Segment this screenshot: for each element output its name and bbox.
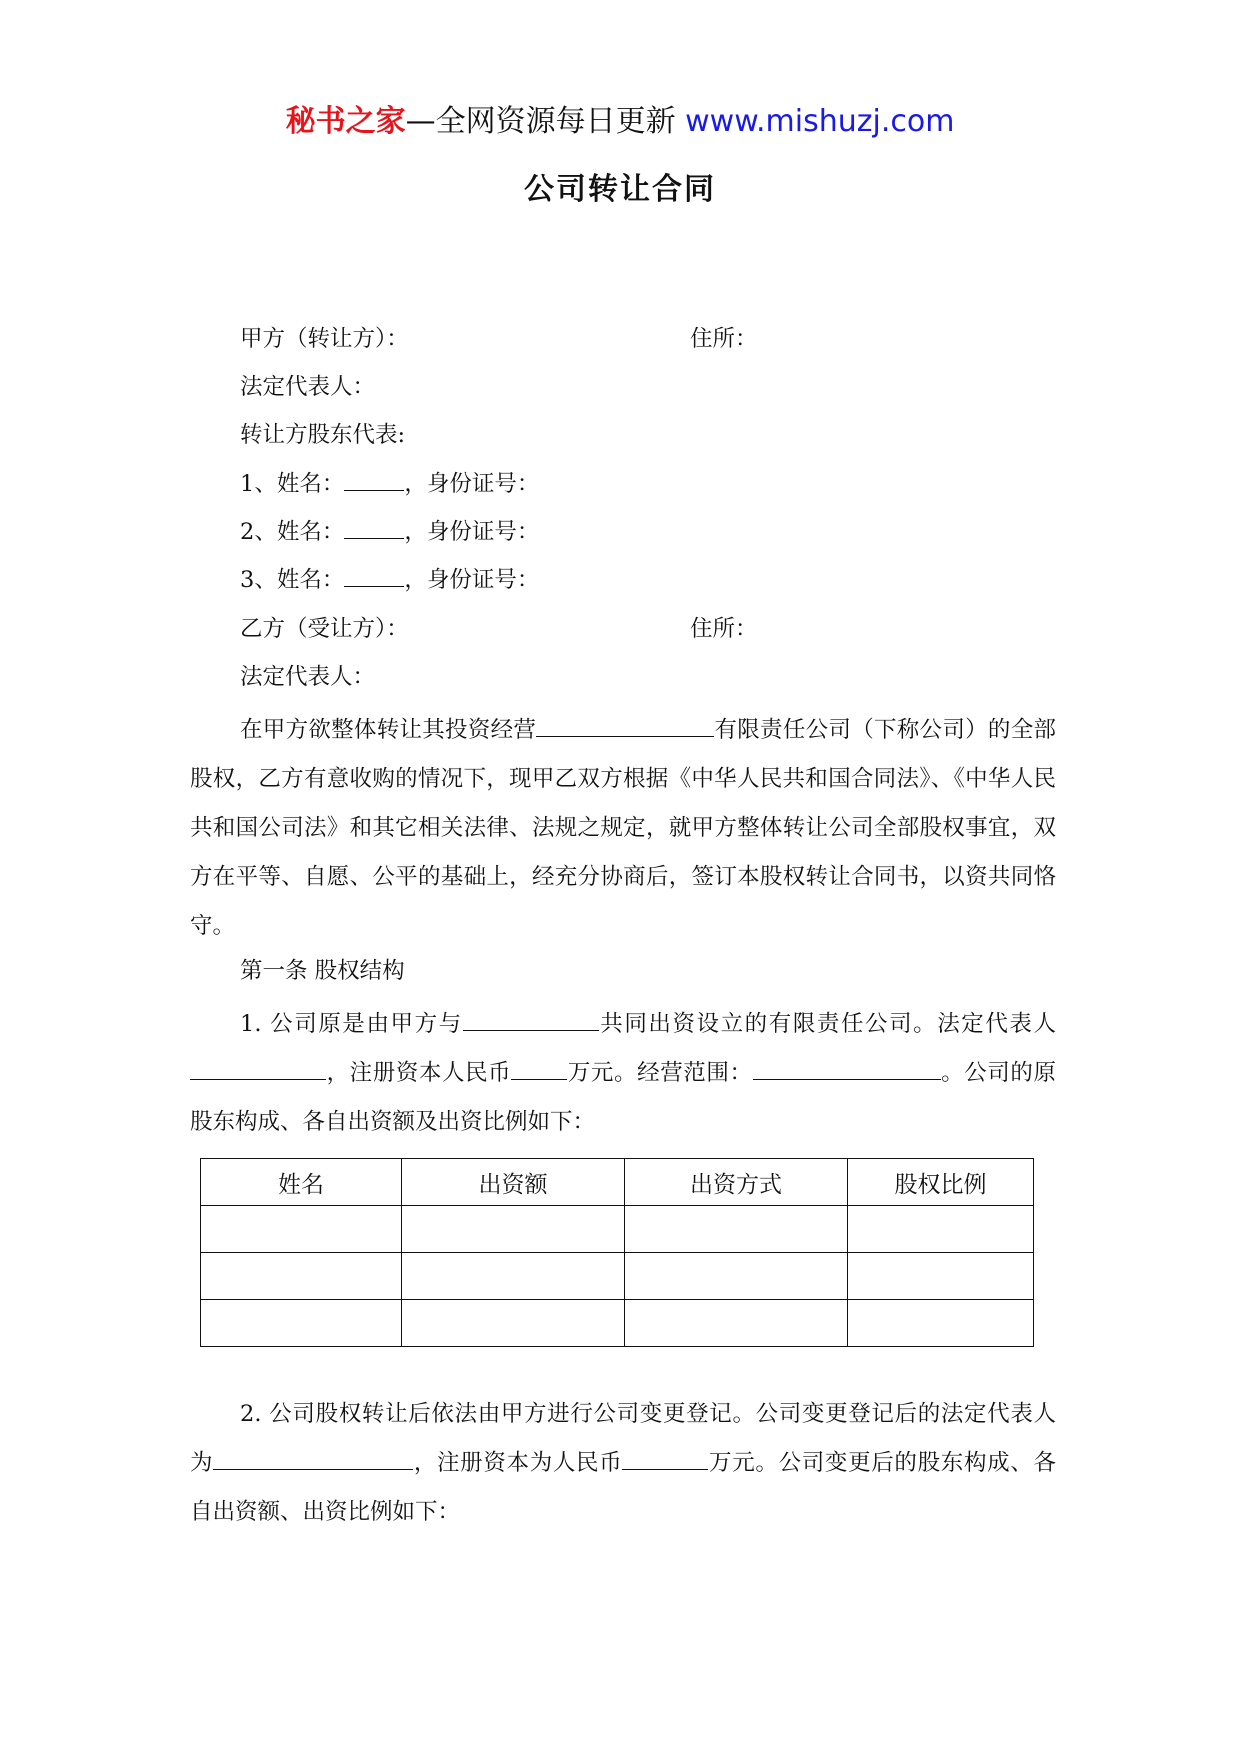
table-cell[interactable]: [402, 1253, 625, 1300]
shareholders-label: 转让方股东代表:: [240, 422, 406, 448]
brand-name: 秘书之家: [285, 104, 406, 139]
preamble-text-1: 在甲方欲整体转让其投资经营: [240, 717, 537, 743]
clause-1-text-1: 1. 公司原是由甲方与: [240, 1011, 463, 1037]
preamble-text-2: 有限责任公司（下称公司）的全部股权，乙方有意收购的情况下，现甲乙双方根据《中华人民共和国合同法》、《中华人民共和国公司法》和其它相关法律、法规之规定，就甲方整体转让公司全部股权事宜，双方在平等、自愿、公平的基础上，经充分协商后，签订本股权转让合同书，以资共同恪守。: [190, 717, 1056, 939]
shareholder-name-blank[interactable]: [344, 562, 404, 587]
table-cell[interactable]: [625, 1300, 848, 1347]
shareholder-row-1: [240, 466, 539, 502]
shareholder-id-label: ，身份证号：: [404, 519, 540, 545]
new-legal-rep-blank[interactable]: [213, 1445, 413, 1470]
shareholding-table: [200, 1158, 1034, 1347]
article-1-heading: 第一条 股权结构: [240, 958, 405, 984]
party-b-label: 乙方（受让方）：: [240, 616, 409, 642]
clause-2-text-2: ，注册资本为人民币: [413, 1450, 623, 1476]
clause-1-text-3: ，注册资本人民币: [326, 1060, 512, 1086]
table-cell[interactable]: [201, 1253, 402, 1300]
shareholder-id-label: ，身份证号：: [404, 567, 540, 593]
article-1-clause-2: [190, 1390, 1056, 1537]
table-row: [201, 1206, 1034, 1253]
shareholder-name-blank[interactable]: [344, 514, 404, 539]
shareholder-id-label: ，身份证号：: [404, 471, 540, 497]
party-b-address-label: 住所：: [690, 616, 758, 642]
table-cell[interactable]: [201, 1300, 402, 1347]
table-cell[interactable]: [201, 1206, 402, 1253]
document-title: 公司转让合同: [524, 172, 716, 207]
preamble-paragraph: [190, 706, 1056, 951]
clause-2-text-1: 2. 公司股权转让后依法由甲方进行公司变更登记。公司变更登记后的法定代表人为: [190, 1401, 1056, 1476]
table-row: [201, 1300, 1034, 1347]
table-cell[interactable]: [625, 1253, 848, 1300]
business-scope-blank[interactable]: [753, 1055, 941, 1080]
site-banner: [0, 100, 1240, 144]
party-b-legal-rep-label: 法定代表人：: [240, 664, 376, 690]
shareholder-name-label: 1、姓名：: [240, 471, 345, 497]
table-cell[interactable]: [848, 1300, 1034, 1347]
clause-1-text-4: 万元。经营范围：: [567, 1060, 753, 1086]
table-header-method: 出资方式: [625, 1159, 848, 1206]
article-1-clause-1: [190, 1000, 1056, 1147]
new-capital-blank[interactable]: [622, 1445, 708, 1470]
clause-1-text-5: 。公司的原股东构成、各自出资额及出资比例如下：: [190, 1060, 1056, 1135]
site-url-link[interactable]: www.mishuzj.com: [685, 104, 955, 139]
table-cell[interactable]: [848, 1206, 1034, 1253]
table-header-amount: 出资额: [402, 1159, 625, 1206]
shareholder-name-label: 3、姓名：: [240, 567, 345, 593]
clause-2-text-3: 万元。公司变更后的股东构成、各自出资额、出资比例如下：: [190, 1450, 1056, 1525]
table-cell[interactable]: [625, 1206, 848, 1253]
table-cell[interactable]: [402, 1206, 625, 1253]
legal-rep-blank[interactable]: [190, 1055, 326, 1080]
party-a-legal-rep-label: 法定代表人：: [240, 374, 376, 400]
party-a-label: 甲方（转让方）：: [240, 326, 409, 352]
shareholder-name-blank[interactable]: [344, 466, 404, 491]
shareholder-row-3: [240, 562, 539, 598]
table-cell[interactable]: [848, 1253, 1034, 1300]
shareholder-name-label: 2、姓名：: [240, 519, 345, 545]
company-name-blank[interactable]: [536, 712, 714, 737]
clause-1-text-2: 共同出资设立的有限责任公司。法定代表人: [598, 1011, 1056, 1037]
table-header-name: 姓名: [201, 1159, 402, 1206]
shareholder-row-2: [240, 514, 539, 550]
party-a-address-label: 住所：: [690, 326, 758, 352]
capital-amount-blank[interactable]: [511, 1055, 567, 1080]
table-header-ratio: 股权比例: [848, 1159, 1034, 1206]
co-founder-blank[interactable]: [463, 1006, 599, 1031]
brand-tagline: —全网资源每日更新: [405, 104, 676, 139]
table-row: [201, 1253, 1034, 1300]
table-cell[interactable]: [402, 1300, 625, 1347]
